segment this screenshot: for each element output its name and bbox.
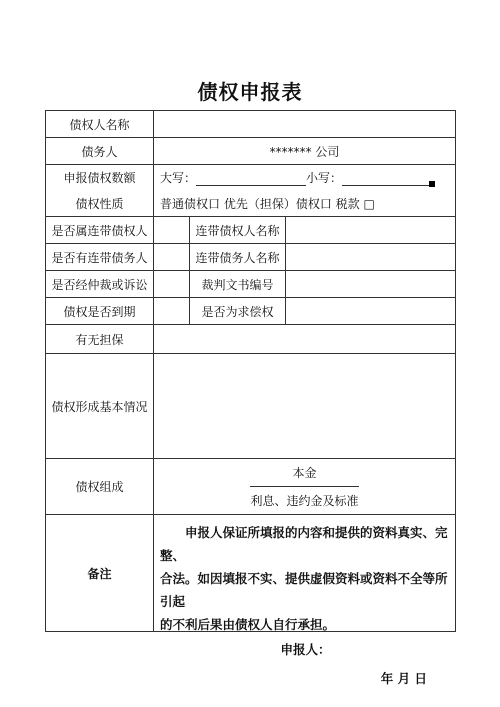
basis-row (45, 354, 456, 459)
value-field[interactable] (286, 271, 455, 297)
row-label: 债权是否到期 (46, 298, 154, 324)
remarks-row (45, 515, 456, 686)
form-title: 债权申报表 (197, 80, 303, 104)
declaration-line: 的不利后果由债权人自行承担。 (160, 617, 336, 632)
claim-amount-field[interactable] (154, 165, 455, 216)
debtor-field[interactable]: ******* 公司 (269, 144, 340, 159)
answer-field[interactable] (154, 244, 190, 270)
answer-field[interactable] (154, 298, 190, 324)
claim-amount-label: 申报债权数额 (63, 170, 136, 185)
value-field[interactable] (286, 217, 455, 243)
signer-label[interactable]: 申报人： (280, 642, 331, 657)
interest-field[interactable]: 利息、违约金及标准 (250, 486, 358, 514)
claim-nature-options[interactable]: 普通债权口 优先（担保）债权口 税款 □ (160, 197, 375, 211)
value-field[interactable] (286, 298, 455, 324)
declaration-line: 合法。如因填报不实、提供虚假资料或资料不全等所引起 (160, 571, 448, 609)
due-row (45, 298, 456, 325)
claim-nature-label: 债权性质 (75, 196, 124, 211)
creditor-name-field[interactable] (154, 111, 455, 137)
row-label: 裁判文书编号 (190, 271, 286, 297)
debtor-row (45, 138, 456, 165)
guarantee-field[interactable] (154, 325, 455, 353)
answer-field[interactable] (154, 217, 190, 243)
claim-amount-nature-label (46, 165, 154, 216)
guarantee-label: 有无担保 (46, 325, 154, 353)
row-label: 连带债务人名称 (190, 244, 286, 270)
amount-lower-label: 小写： (306, 171, 343, 185)
composition-label: 债权组成 (46, 459, 154, 514)
amount-upper-label: 大写： (160, 171, 197, 185)
amount-line (160, 169, 430, 186)
answer-field[interactable] (154, 271, 190, 297)
composition-row (45, 459, 456, 515)
composition-items (154, 459, 455, 514)
arbitration-row (45, 271, 456, 298)
remarks-label: 备注 (46, 515, 154, 631)
row-label: 连带债权人名称 (190, 217, 286, 243)
claim-form-table (45, 110, 456, 686)
principal-field[interactable]: 本金 (292, 466, 317, 480)
square-mark-icon (429, 181, 435, 187)
amount-lower-blank[interactable] (342, 173, 430, 186)
amount-upper-blank[interactable] (196, 173, 306, 186)
claim-amount-row (45, 165, 456, 217)
guarantee-row (45, 325, 456, 354)
basis-field[interactable] (154, 354, 455, 458)
row-label: 是否为求偿权 (190, 298, 286, 324)
debtor-label: 债务人 (46, 138, 154, 164)
row-label: 是否经仲裁或诉讼 (46, 271, 154, 297)
declaration-text (154, 515, 455, 686)
row-label: 是否有连带债务人 (46, 244, 154, 270)
row-label: 是否属连带债权人 (46, 217, 154, 243)
declaration-line: 申报人保证所填报的内容和提供的资料真实、完整、 (160, 525, 448, 563)
value-field[interactable] (286, 244, 455, 270)
creditor-name-row (45, 110, 456, 138)
joint-debtor-row (45, 244, 456, 271)
basis-label: 债权形成基本情况 (46, 354, 154, 458)
creditor-name-label: 债权人名称 (46, 111, 154, 137)
date-label[interactable]: 年 月 日 (380, 671, 427, 686)
joint-creditor-row (45, 217, 456, 244)
